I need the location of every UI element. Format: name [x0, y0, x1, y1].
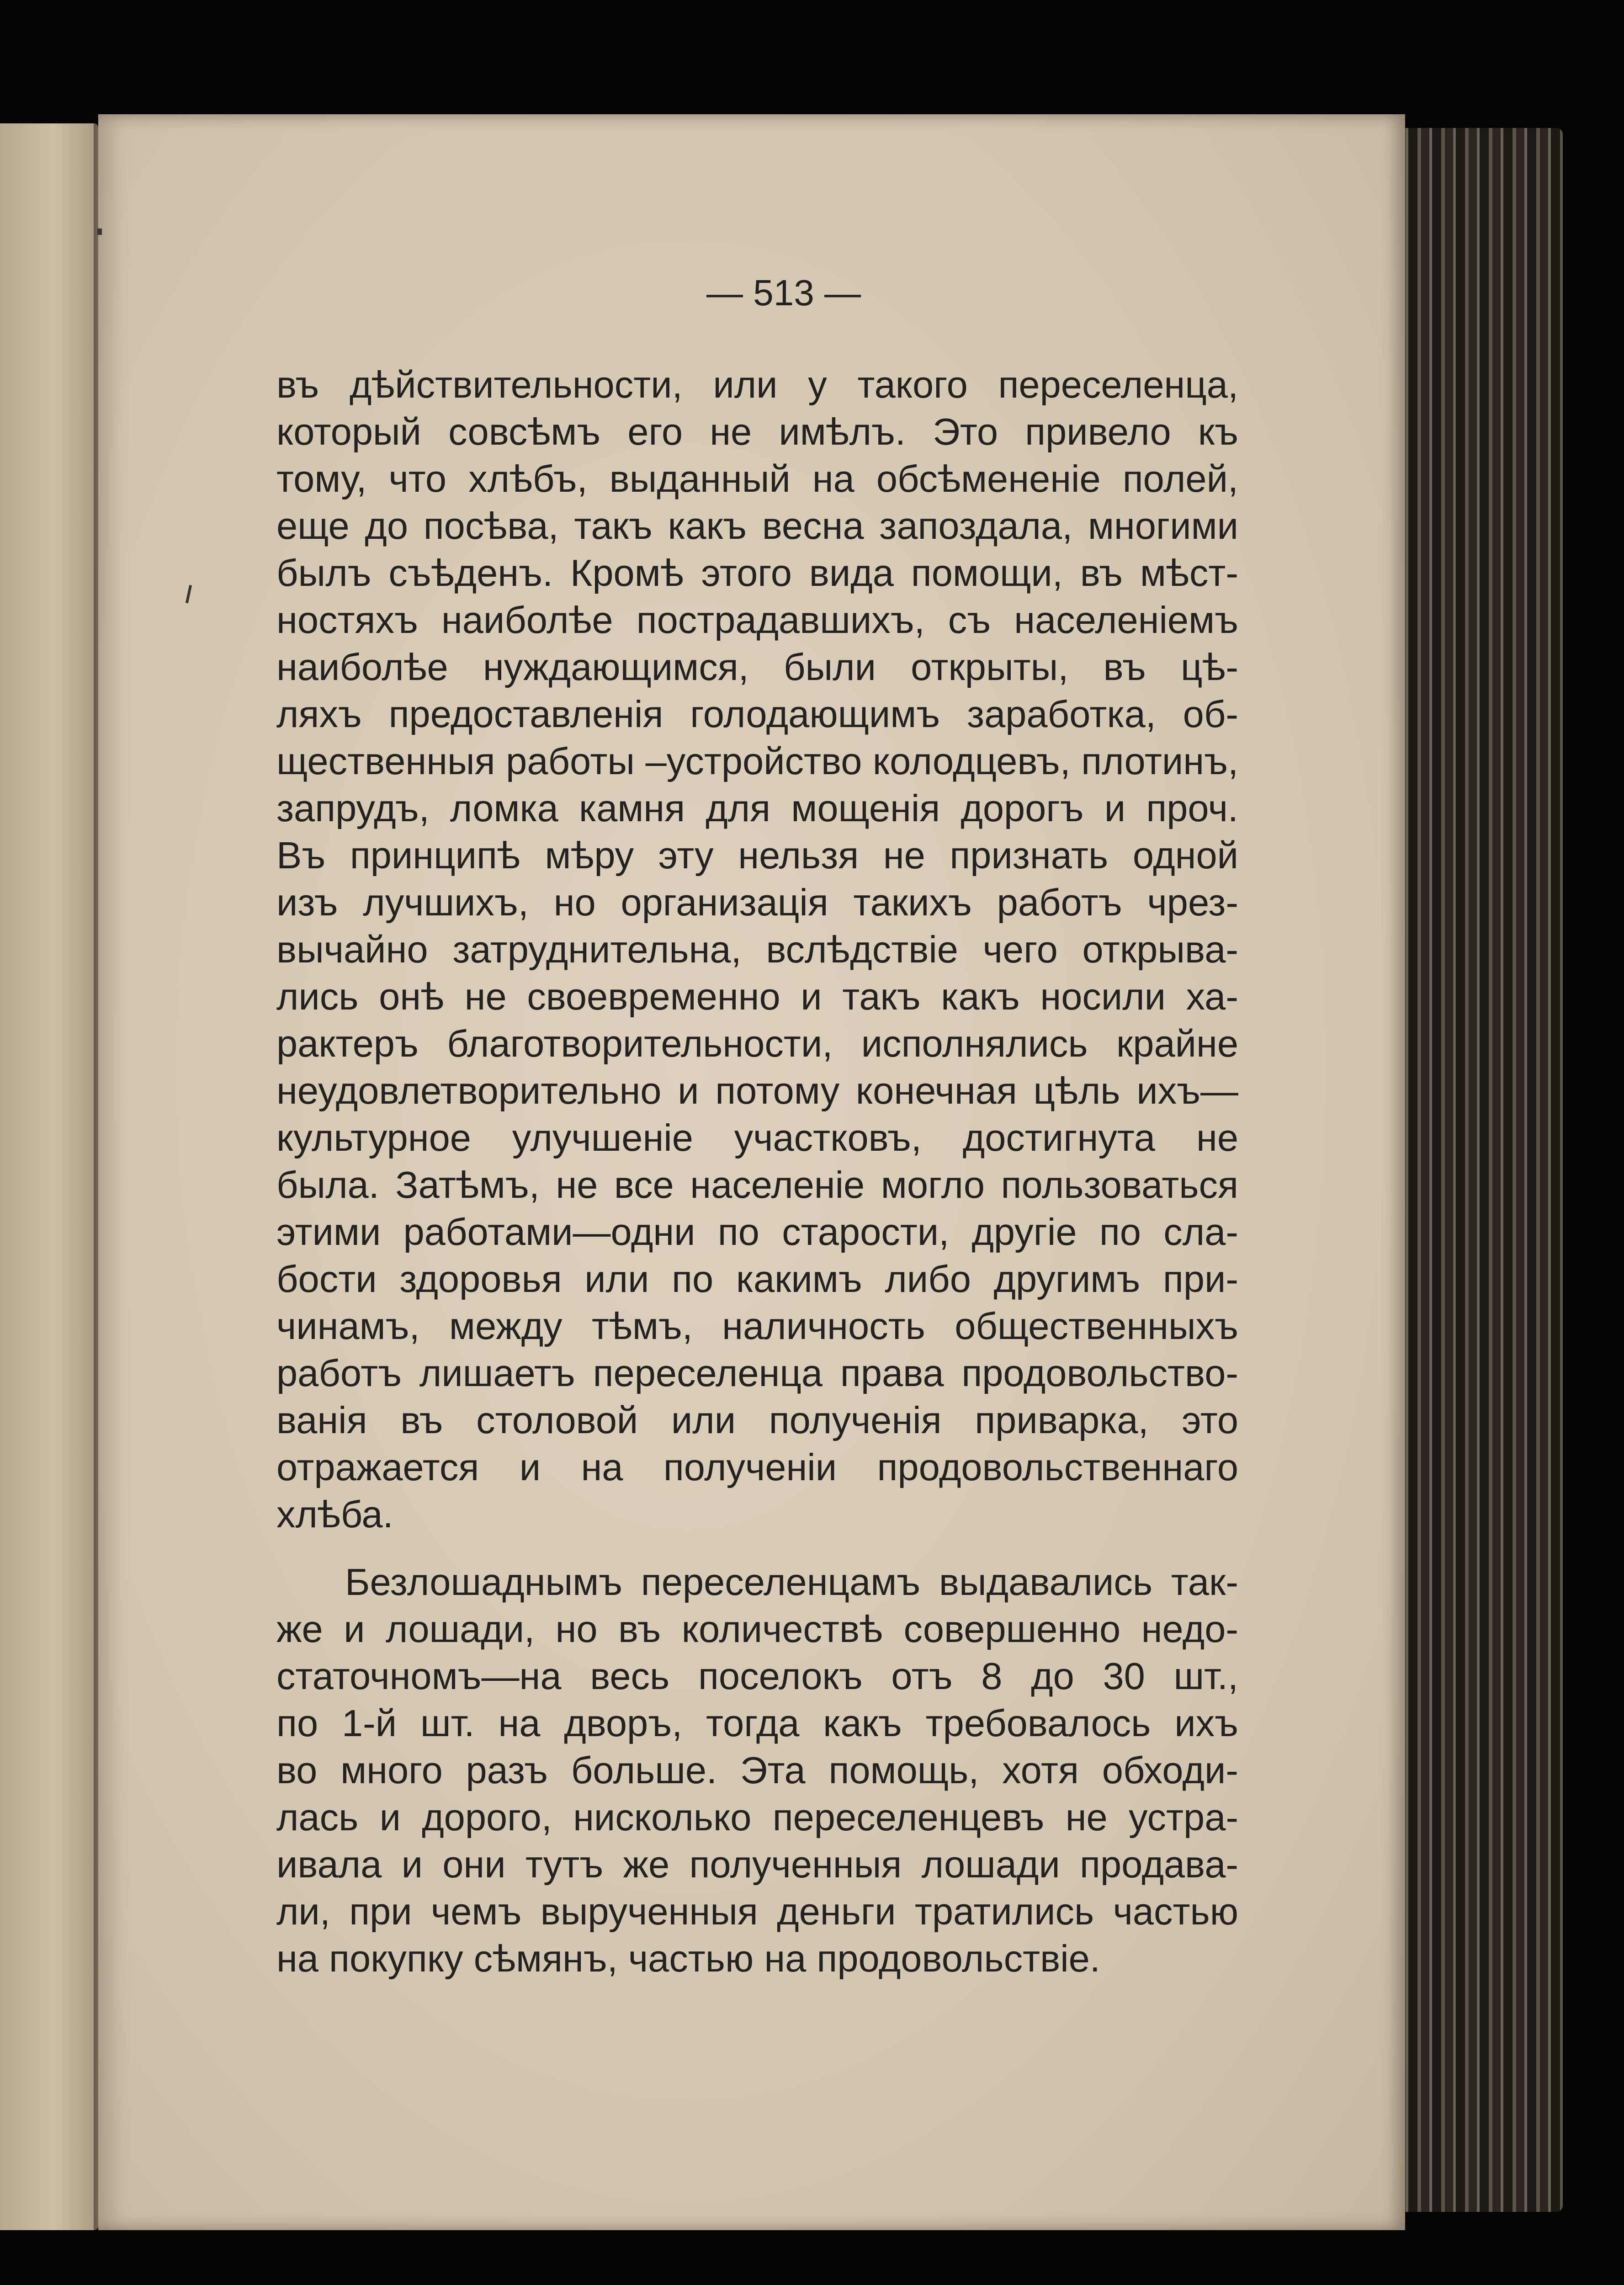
body-text — [276, 361, 1238, 1982]
paragraph-1 — [276, 361, 1238, 1538]
text-line: же и лошади, но въ количествѣ совершенно недо- — [276, 1608, 1238, 1650]
text-line: ванія въ столовой или полученія приварка, это — [276, 1399, 1238, 1441]
text-line: ли, при чемъ вырученныя деньги тратились частью — [276, 1890, 1238, 1933]
text-line: ляхъ предоставленія голодающимъ заработка, об- — [276, 693, 1238, 735]
text-line: на покупку сѣмянъ, частью на продовольствіе. — [276, 1937, 1100, 1980]
text-line: наиболѣе нуждающимся, были открыты, въ цѣ- — [276, 646, 1238, 688]
text-line: Въ принципѣ мѣру эту нельзя не признать одной — [276, 834, 1238, 877]
text-line: ивала и они тутъ же полученныя лошади продава- — [276, 1843, 1238, 1886]
left-page-edge — [0, 123, 98, 2230]
text-line: во много разъ больше. Эта помощь, хотя обходи- — [276, 1749, 1238, 1791]
margin-mark — [97, 228, 102, 235]
text-line: по 1-й шт. на дворъ, тогда какъ требовалось ихъ — [276, 1702, 1238, 1744]
text-line: Безлошаднымъ переселенцамъ выдавались так- — [345, 1561, 1238, 1603]
text-line: работъ лишаетъ переселенца права продовольство- — [276, 1352, 1238, 1394]
text-line: рактеръ благотворительности, исполнялись крайне — [276, 1022, 1238, 1065]
book-page-edges — [1385, 128, 1563, 2212]
text-line: лись онѣ не своевременно и такъ какъ носили ха- — [276, 975, 1238, 1018]
text-line: вычайно затруднительна, вслѣдствіе чего открыва- — [276, 928, 1238, 971]
text-line: ностяхъ наиболѣе пострадавшихъ, съ населеніемъ — [276, 599, 1238, 641]
text-line: хлѣба. — [276, 1493, 393, 1536]
text-line: бости здоровья или по какимъ либо другимъ при- — [276, 1258, 1238, 1300]
text-line: культурное улучшеніе участковъ, достигнута не — [276, 1116, 1238, 1159]
text-line: этими работами—одни по старости, другіе по сла- — [276, 1211, 1238, 1253]
text-line: лась и дорого, нисколько переселенцевъ не устра- — [276, 1796, 1238, 1839]
text-line: въ дѣйствительности, или у такого переселенца, — [276, 363, 1238, 406]
text-line: запрудъ, ломка камня для мощенія дорогъ и проч. — [276, 787, 1238, 829]
text-line: былъ съѣденъ. Кромѣ этого вида помощи, въ мѣст- — [276, 552, 1238, 594]
text-line: который совсѣмъ его не имѣлъ. Это привело къ — [276, 410, 1238, 453]
text-line: была. Затѣмъ, не все населеніе могло пользоваться — [276, 1164, 1238, 1206]
text-line: тому, что хлѣбъ, выданный на обсѣмененіе полей, — [276, 457, 1238, 500]
text-line: чинамъ, между тѣмъ, наличность общественныхъ — [276, 1305, 1238, 1347]
text-line: щественныя работы –устройство колодцевъ, плотинъ, — [276, 740, 1238, 782]
text-line: неудовлетворительно и потому конечная цѣль ихъ— — [276, 1069, 1238, 1112]
book-page — [98, 114, 1405, 2230]
page-number: — 513 — — [706, 272, 861, 313]
paragraph-2 — [276, 1558, 1238, 1982]
paragraph-gap — [276, 1538, 1238, 1558]
text-line: статочномъ—на весь поселокъ отъ 8 до 30 шт., — [276, 1655, 1238, 1697]
margin-mark — [186, 585, 192, 603]
text-line: еще до посѣва, такъ какъ весна запоздала, многими — [276, 505, 1238, 547]
text-line: отражается и на полученіи продовольственнаго — [276, 1446, 1238, 1488]
text-line: изъ лучшихъ, но организація такихъ работъ чрез- — [276, 881, 1238, 924]
